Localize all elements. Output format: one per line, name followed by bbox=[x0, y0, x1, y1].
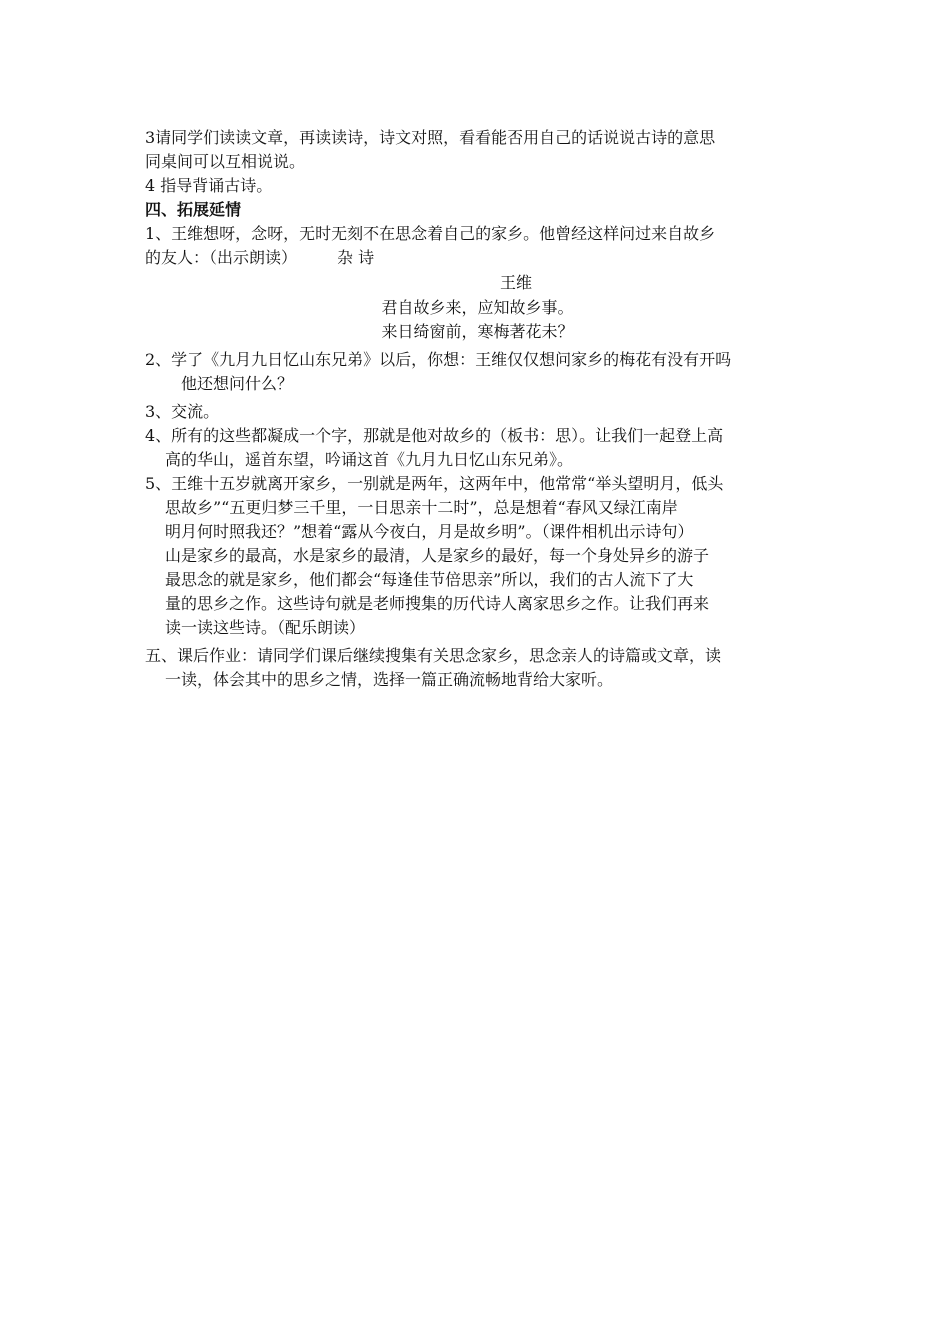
text-line-19: 山是家乡的最高，水是家乡的最清，人是家乡的最好，每一个身处异乡的游子 bbox=[165, 546, 710, 565]
text-line-15: 高的华山，遥首东望，吟诵这首《九月九日忆山东兄弟》。 bbox=[165, 450, 574, 469]
text-line-20: 最思念的就是家乡，他们都会“每逢佳节倍思亲”所以，我们的古人流下了大 bbox=[165, 570, 694, 589]
text-line-6-a: 的友人：（出示朗读） bbox=[145, 248, 298, 267]
text-line-22: 读一读这些诗。（配乐朗读） bbox=[165, 618, 366, 637]
text-line-6 bbox=[145, 247, 810, 269]
text-line-1: 3请同学们读读文章，再读读诗，诗文对照，看看能否用自己的话说说古诗的意思 bbox=[145, 128, 716, 147]
text-line-12: 他还想问什么？ bbox=[181, 374, 294, 393]
text-line-14: 4、所有的这些都凝成一个字，那就是他对故乡的（板书：思）。让我们一起登上高 bbox=[145, 426, 724, 445]
text-line-23: 五、课后作业：请同学们课后继续搜集有关思念家乡，思念亲人的诗篇或文章，读 bbox=[145, 646, 722, 665]
text-line-16: 5、王维十五岁就离开家乡，一别就是两年，这两年中，他常常“举头望明月，低头 bbox=[145, 474, 724, 493]
text-line-18: 明月何时照我还？”想着“露从今夜白，月是故乡明”。（课件相机出示诗句） bbox=[165, 522, 694, 541]
text-line-3: 4 指导背诵古诗。 bbox=[145, 176, 273, 195]
poem-title: 杂 诗 bbox=[337, 248, 375, 267]
text-line-21: 量的思乡之作。这些诗句就是老师搜集的历代诗人离家思乡之作。让我们再来 bbox=[165, 594, 710, 613]
text-line-2: 同桌间可以互相说说。 bbox=[145, 152, 306, 171]
poem-line-1: 君自故乡来，应知故乡事。 bbox=[381, 298, 574, 317]
poem-author: 王维 bbox=[500, 273, 533, 292]
text-line-24: 一读，体会其中的思乡之情，选择一篇正确流畅地背给大家听。 bbox=[165, 670, 614, 689]
text-line-5: 1、王维想呀，念呀，无时无刻不在思念着自己的家乡。他曾经这样问过来自故乡 bbox=[145, 224, 716, 243]
poem-line-2: 来日绮窗前，寒梅著花未？ bbox=[381, 322, 574, 341]
text-line-17: 思故乡”“五更归梦三千里，一日思亲十二时”，总是想着“春风又绿江南岸 bbox=[165, 498, 678, 517]
text-line-13: 3、交流。 bbox=[145, 402, 220, 421]
section-heading: 四、拓展延情 bbox=[145, 200, 242, 219]
text-line-11: 2、学了《九月九日忆山东兄弟》以后，你想：王维仅仅想问家乡的梅花有没有开吗 bbox=[145, 350, 732, 369]
